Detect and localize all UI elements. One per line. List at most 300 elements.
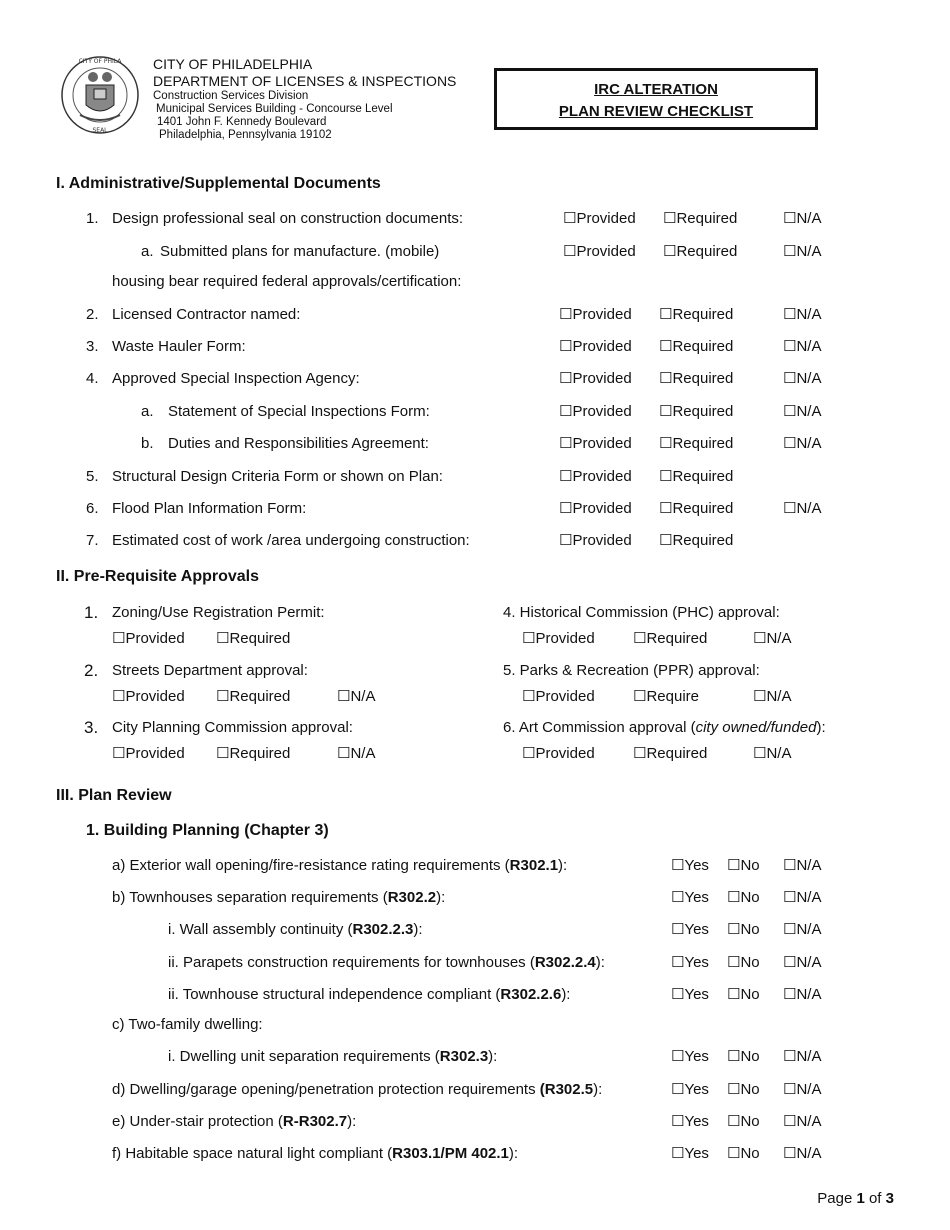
option-na-checkbox[interactable] [783,305,821,325]
option-provided-checkbox[interactable] [559,402,632,422]
item-text-part: R302.3 [439,1048,489,1065]
checkbox-icon[interactable] [559,370,572,387]
option-na-checkbox[interactable] [783,856,821,876]
checkbox-icon[interactable] [559,500,572,517]
section-1-title: I. Administrative/Supplemental Documents [56,175,381,192]
option-na-checkbox[interactable] [783,402,821,422]
option-required-checkbox[interactable] [659,369,733,389]
checkbox-label: Required [646,745,708,762]
checkbox-icon[interactable] [727,889,740,906]
option-yes-checkbox[interactable] [671,1047,709,1067]
item-text-part: R302.2.4 [534,954,596,971]
checkbox-label: N/A [796,1048,822,1065]
checkbox-label: Provided [535,745,595,762]
item-text: Structural Design Criteria Form or shown on Plan: [112,468,443,485]
option-required-checkbox[interactable] [663,242,737,262]
item-text: Waste Hauler Form: [112,338,246,355]
item-text: City Planning Commission approval: [112,719,353,736]
checkbox-icon[interactable] [783,435,796,452]
header-street: 1401 John F. Kennedy Boulevard [157,116,327,128]
item-text: Streets Department approval: [112,662,308,679]
checkbox-label: N/A [796,338,822,355]
plan-review-item [0,953,950,973]
checkbox-icon[interactable] [783,1048,796,1065]
checkbox-icon[interactable] [783,1081,796,1098]
checkbox-label: N/A [796,403,822,420]
option-na-checkbox[interactable] [783,499,821,519]
plan-review-item [0,1080,950,1100]
checkbox-label: Require [646,688,699,705]
item-number: 1. [84,603,99,622]
item-text-part: R302.2.6 [500,986,562,1003]
option-checkbox[interactable] [522,629,595,649]
approval-item [0,603,950,623]
item-text-part: R303.1/PM 402.1 [392,1145,509,1162]
checkbox-icon[interactable] [671,1145,684,1162]
checkbox-icon[interactable] [727,1081,740,1098]
checkbox-icon[interactable] [783,1145,796,1162]
checkbox-label: Required [229,745,291,762]
option-na-checkbox[interactable] [783,920,821,940]
item-number: 6. [86,500,99,517]
checkbox-label: No [740,1145,760,1162]
checkbox-label: No [740,889,760,906]
checkbox-label: N/A [350,688,376,705]
option-provided-checkbox[interactable] [559,337,632,357]
option-na-checkbox[interactable] [783,888,821,908]
item-text [112,856,567,876]
checkbox-label: Yes [684,1145,709,1162]
checkbox-icon[interactable] [559,435,572,452]
checkbox-icon[interactable] [522,745,535,762]
checkbox-label: Provided [572,370,632,387]
header-city-state: Philadelphia, Pennsylvania 19102 [159,129,332,141]
checkbox-label: N/A [796,921,822,938]
checkbox-icon[interactable] [753,745,766,762]
checkbox-icon[interactable] [671,954,684,971]
item-text: Submitted plans for manufacture. (mobile) [160,243,440,260]
item-text-part: i. Dwelling unit separation requirements ( [168,1048,440,1065]
section-3-subtitle: 1. Building Planning (Chapter 3) [86,822,329,839]
item-text-part: R302.1 [509,857,559,874]
option-required-checkbox[interactable] [659,467,733,487]
item-text-part: d) Dwelling/garage opening/penetration protection requirements [112,1081,540,1098]
checkbox-label: Yes [684,889,709,906]
checkbox-icon[interactable] [559,338,572,355]
checkbox-icon[interactable] [659,403,672,420]
item-text-part: city owned/funded [695,719,817,736]
item-text [112,1080,602,1100]
option-na-checkbox[interactable] [783,209,821,229]
option-checkbox[interactable] [753,687,791,707]
option-na-checkbox[interactable] [783,242,821,262]
item-number: 1. [86,210,99,227]
option-yes-checkbox[interactable] [671,856,709,876]
checkbox-label: N/A [796,243,822,260]
checkbox-label: Required [672,370,734,387]
section-2-title: II. Pre-Requisite Approvals [56,568,260,585]
checkbox-icon[interactable] [783,338,796,355]
checklist-item [0,531,950,551]
option-provided-checkbox[interactable] [559,434,632,454]
item-text: Duties and Responsibilities Agreement: [168,435,429,452]
checkbox-icon[interactable] [633,630,646,647]
checklist-item [0,467,950,487]
plan-review-item [0,1144,950,1164]
option-required-checkbox[interactable] [659,402,733,422]
checkbox-label: N/A [796,306,822,323]
item-text-part: c) Two-family dwelling: [112,1016,263,1033]
checkbox-icon[interactable] [663,243,676,260]
checkbox-label: N/A [796,1145,822,1162]
item-text-part: i. Wall assembly continuity ( [168,921,353,938]
checkbox-icon[interactable] [727,1145,740,1162]
header-city: CITY OF PHILADELPHIA [153,56,313,72]
item-text: Licensed Contractor named: [112,306,301,323]
svg-text:SEAL: SEAL [92,127,108,134]
checklist-item [0,337,950,357]
checkbox-label: Provided [572,435,632,452]
item-text-part: ): [413,921,423,938]
option-no-checkbox[interactable] [727,1080,760,1100]
checkbox-label: Required [672,338,734,355]
option-provided-checkbox[interactable] [559,499,632,519]
option-checkbox[interactable] [633,687,699,707]
option-na-checkbox[interactable] [783,337,821,357]
checkbox-label: Yes [684,954,709,971]
item-text: 4. Historical Commission (PHC) approval: [503,604,780,621]
option-na-checkbox[interactable] [783,1047,821,1067]
checkbox-icon[interactable] [663,210,676,227]
plan-review-item [0,888,950,908]
option-no-checkbox[interactable] [727,1047,760,1067]
checkbox-icon[interactable] [559,468,572,485]
option-no-checkbox[interactable] [727,888,760,908]
option-checkbox[interactable] [753,629,791,649]
plan-review-item [0,920,950,940]
header-department: DEPARTMENT OF LICENSES & INSPECTIONS [153,73,457,89]
item-number: 3. [84,718,99,737]
item-number: 4. [86,370,99,387]
checkbox-icon[interactable] [783,921,796,938]
checkbox-label: Yes [684,857,709,874]
checkbox-label: Provided [576,210,636,227]
plan-review-item [0,1015,950,1035]
checkbox-label: Provided [572,338,632,355]
checkbox-label: Required [672,306,734,323]
checkbox-label: N/A [796,1081,822,1098]
checkbox-label: Required [672,435,734,452]
title-line2: PLAN REVIEW CHECKLIST [558,103,754,120]
option-yes-checkbox[interactable] [671,920,709,940]
item-text-part: R302.2 [387,889,437,906]
title-line1: IRC ALTERATION [594,81,718,98]
option-yes-checkbox[interactable] [671,953,709,973]
item-text-part: ): [508,1145,519,1162]
checkbox-label: Provided [572,532,632,549]
checkbox-label: Provided [572,306,632,323]
checkbox-icon[interactable] [783,403,796,420]
checkbox-icon[interactable] [671,889,684,906]
checkbox-icon[interactable] [659,435,672,452]
item-text-part: R302.2.3 [352,921,414,938]
item-text-part: R-R302.7 [282,1113,348,1130]
checkbox-icon[interactable] [783,243,796,260]
checkbox-label: Provided [576,243,636,260]
item-number: 5. [86,468,99,485]
checkbox-label: N/A [796,210,822,227]
option-na-checkbox[interactable] [783,1112,821,1132]
checkbox-label: Required [229,688,291,705]
checkbox-label: Yes [684,1113,709,1130]
option-required-checkbox[interactable] [659,337,733,357]
checkbox-label: Required [672,500,734,517]
option-checkbox[interactable] [522,744,595,764]
checkbox-label: Required [672,468,734,485]
checkbox-icon[interactable] [671,1081,684,1098]
item-number: a. [141,243,154,260]
checkbox-label: N/A [796,500,822,517]
checklist-item [0,402,950,422]
checkbox-icon[interactable] [659,500,672,517]
item-text [168,1047,497,1067]
option-checkbox[interactable] [522,687,595,707]
item-text-part: ): [347,1113,357,1130]
option-no-checkbox[interactable] [727,920,760,940]
checkbox-icon[interactable] [659,468,672,485]
approval-options [0,687,950,707]
approval-item [0,661,950,681]
option-provided-checkbox[interactable] [563,209,636,229]
checkbox-icon[interactable] [783,857,796,874]
item-number: a. [141,403,154,420]
item-text [112,1015,263,1035]
checkbox-label: N/A [796,370,822,387]
option-na-checkbox[interactable] [783,1080,821,1100]
checkbox-label: No [740,954,760,971]
checkbox-label: N/A [796,889,822,906]
checklist-item [0,242,950,262]
checkbox-icon[interactable] [659,370,672,387]
plan-review-item [0,985,950,1005]
checklist-title-box [494,68,818,130]
item-text: Design professional seal on construction documents: [112,210,464,227]
checkbox-label: Yes [684,1081,709,1098]
option-na-checkbox[interactable] [783,985,821,1005]
checkbox-icon[interactable] [563,243,576,260]
option-provided-checkbox[interactable] [559,305,632,325]
option-provided-checkbox[interactable] [559,369,632,389]
checklist-item [0,209,950,229]
checkbox-label: Provided [572,468,632,485]
checkbox-icon[interactable] [633,688,646,705]
item-text [112,1112,356,1132]
section-3-title: III. Plan Review [56,787,172,804]
checkbox-label: Provided [535,630,595,647]
item-text-part: a) Exterior wall opening/fire-resistance rating requirements ( [112,857,510,874]
item-text-part: b) Townhouses separation requirements ( [112,889,388,906]
checkbox-icon[interactable] [727,1048,740,1065]
checkbox-icon[interactable] [753,688,766,705]
checkbox-icon[interactable] [783,889,796,906]
checkbox-icon[interactable] [727,986,740,1003]
option-required-checkbox[interactable] [659,499,733,519]
item-text-part: 6. Art Commission approval ( [503,719,696,736]
checkbox-icon[interactable] [671,1048,684,1065]
checkbox-icon[interactable] [659,306,672,323]
option-yes-checkbox[interactable] [671,1080,709,1100]
checkbox-label: N/A [350,745,376,762]
item-text [112,1144,518,1164]
checkbox-icon[interactable] [659,532,672,549]
svg-text:CITY OF PHILA: CITY OF PHILA [78,58,122,65]
item-text: 5. Parks & Recreation (PPR) approval: [503,662,760,679]
option-na-checkbox[interactable] [783,953,821,973]
item-number: 3. [86,338,99,355]
option-na-checkbox[interactable] [783,434,821,454]
checklist-item [0,272,950,292]
plan-review-item [0,856,950,876]
option-required-checkbox[interactable] [659,434,733,454]
checkbox-icon[interactable] [671,857,684,874]
checkbox-icon[interactable] [783,306,796,323]
checkbox-label: Provided [125,745,185,762]
checkbox-icon[interactable] [563,210,576,227]
checkbox-label: N/A [766,688,792,705]
checkbox-label: Required [672,403,734,420]
checkbox-label: No [740,986,760,1003]
checkbox-label: N/A [796,986,822,1003]
item-number: 7. [86,532,99,549]
item-text-part: ): [593,1081,603,1098]
item-text [168,920,423,940]
item-text-part: ): [561,986,571,1003]
item-text-part: ): [595,954,605,971]
plan-review-item [0,1112,950,1132]
checkbox-icon[interactable] [671,986,684,1003]
checkbox-label: N/A [766,630,792,647]
checkbox-label: No [740,921,760,938]
option-yes-checkbox[interactable] [671,1112,709,1132]
checkbox-icon[interactable] [633,745,646,762]
checkbox-icon[interactable] [671,1113,684,1130]
checkbox-icon[interactable] [727,954,740,971]
checkbox-icon[interactable] [727,921,740,938]
option-no-checkbox[interactable] [727,1144,760,1164]
checkbox-label: Provided [572,500,632,517]
option-na-checkbox[interactable] [783,1144,821,1164]
option-yes-checkbox[interactable] [671,888,709,908]
checkbox-label: Provided [572,403,632,420]
item-text [503,718,826,738]
option-provided-checkbox[interactable] [559,467,632,487]
item-text-part: ii. Townhouse structural independence compliant ( [168,986,501,1003]
item-number: 2. [86,306,99,323]
option-checkbox[interactable] [633,629,707,649]
item-text [112,888,445,908]
checkbox-icon[interactable] [659,338,672,355]
option-na-checkbox[interactable] [783,369,821,389]
item-text-part: ): [488,1048,498,1065]
checkbox-label: Provided [125,630,185,647]
city-seal-logo [60,55,140,135]
checkbox-label: Required [672,532,734,549]
item-text: Statement of Special Inspections Form: [168,403,430,420]
plan-review-item [0,1047,950,1067]
checkbox-icon[interactable] [783,954,796,971]
checkbox-icon[interactable] [671,921,684,938]
checklist-item [0,499,950,519]
checkbox-icon[interactable] [559,403,572,420]
checkbox-label: N/A [766,745,792,762]
checkbox-label: Provided [535,688,595,705]
approval-item [0,718,950,738]
checkbox-icon[interactable] [522,688,535,705]
item-text-part: (R302.5 [539,1081,594,1098]
option-required-checkbox[interactable] [659,531,733,551]
checkbox-icon[interactable] [753,630,766,647]
checkbox-label: No [740,857,760,874]
option-required-checkbox[interactable] [663,209,737,229]
item-text-part: ): [816,719,826,736]
item-text: housing bear required federal approvals/certification: [112,273,462,290]
option-yes-checkbox[interactable] [671,1144,709,1164]
option-no-checkbox[interactable] [727,856,760,876]
checklist-item [0,369,950,389]
checkbox-icon[interactable] [559,306,572,323]
option-checkbox[interactable] [753,744,791,764]
item-text [168,953,605,973]
item-number: 2. [84,661,99,680]
checkbox-icon[interactable] [783,986,796,1003]
option-provided-checkbox[interactable] [563,242,636,262]
checkbox-label: No [740,1113,760,1130]
item-text: Approved Special Inspection Agency: [112,370,360,387]
option-required-checkbox[interactable] [659,305,733,325]
checkbox-icon[interactable] [727,1113,740,1130]
option-no-checkbox[interactable] [727,985,760,1005]
option-yes-checkbox[interactable] [671,985,709,1005]
checkbox-label: Provided [125,688,185,705]
checkbox-icon[interactable] [783,500,796,517]
checkbox-icon[interactable] [783,210,796,227]
checkbox-label: N/A [796,954,822,971]
option-checkbox[interactable] [633,744,707,764]
checkbox-label: N/A [796,435,822,452]
header-building: Municipal Services Building - Concourse Level [156,103,393,115]
checkbox-label: Required [646,630,708,647]
checkbox-label: N/A [796,857,822,874]
option-no-checkbox[interactable] [727,953,760,973]
checkbox-label: Required [229,630,291,647]
checkbox-label: Yes [684,921,709,938]
item-text: Flood Plan Information Form: [112,500,307,517]
checklist-item [0,305,950,325]
item-text-part: ii. Parapets construction requirements for townhouses ( [168,954,535,971]
checkbox-icon[interactable] [727,857,740,874]
option-provided-checkbox[interactable] [559,531,632,551]
checkbox-icon[interactable] [522,630,535,647]
checkbox-icon[interactable] [783,370,796,387]
item-text-part: f) Habitable space natural light compliant ( [112,1145,393,1162]
item-text [168,985,570,1005]
header-division: Construction Services Division [153,90,309,102]
checkbox-icon[interactable] [783,1113,796,1130]
option-no-checkbox[interactable] [727,1112,760,1132]
checkbox-label: No [740,1048,760,1065]
item-text: Estimated cost of work /area undergoing construction: [112,532,470,549]
checkbox-icon[interactable] [559,532,572,549]
